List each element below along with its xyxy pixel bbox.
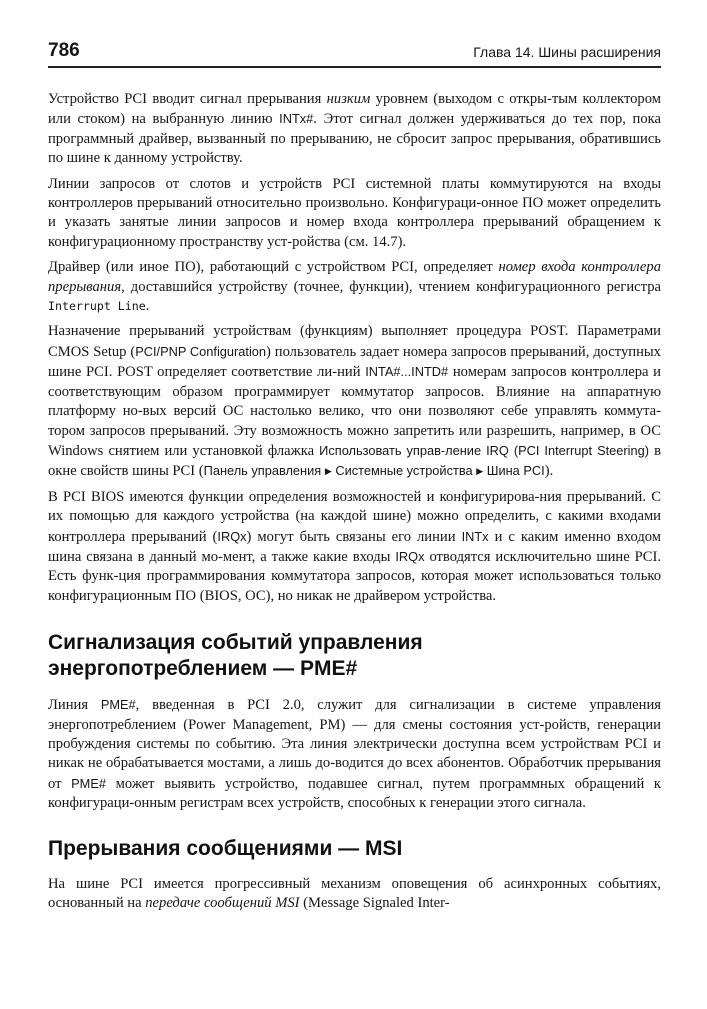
text: может выявить устройство, подавшее сигнал, путем программных обращений к конфигураци-онным регистрам всех устройств, способных к генерации этого сигнала.	[48, 775, 661, 812]
emphasis: передаче сообщений MSI	[145, 895, 300, 911]
text: Линии запросов от слотов и устройств PCI системной платы коммутируются на входы контроллеров прерываний относительно произвольно. Конфигураци-онное ПО может определить и указать занятые линии запросов и номер входа контроллера прерываний обращением к конфигурационному пространству уст-ройства (см. 14.7).	[48, 175, 661, 250]
text: ) могут быть связаны его линии	[246, 528, 462, 545]
checkbox-name: Использовать управ-ление IRQ (PCI Interrupt Steering)	[319, 442, 649, 458]
page-body	[48, 90, 661, 919]
text: номерам запросов контроллера и соответствующим образом программирует коммутатор запросов. Влияние на аппаратную платформу но-вых версий ОС настолько велико, что они позволяют себе управлять коммута-тором запросов прерываний. Эту возможность можно запретить или разрешить, например, в ОС Windows снятием или установкой флажка	[48, 364, 661, 459]
text: ) пользователь задает номера запросов прерываний, доступных шине PCI. POST определяет соответствие ли-ний	[48, 343, 661, 381]
text: . Этот сигнал должен удерживаться до тех пор, пока программный драйвер, вызванный по прерыванию, не сбросит запрос прерывания, обратившись по шине к данному устройству.	[48, 111, 662, 167]
signal-name: IRQx	[217, 528, 247, 544]
text: уровнем (выходом с откры-тым коллектором или стоком) на выбранную линию	[48, 91, 661, 128]
emphasis: низким	[326, 91, 371, 107]
text: отводятся исключительно шине PCI. Есть функ-ция программирования коммутатора запросов, которая может использоваться только конфигурационным ПО (BIOS, ОС), но никак не драйвером устройства.	[48, 548, 661, 604]
paragraph-2	[48, 175, 661, 253]
emphasis: номер входа контроллера прерывания	[48, 259, 661, 295]
menu-arrow-icon: ▶	[324, 466, 332, 477]
signal-name: INTx	[461, 528, 489, 544]
signal-name: PME#	[100, 697, 136, 713]
page-number: 786	[48, 40, 80, 61]
text: , введенная в PCI 2.0, служит для сигнализации в системе управления энергопотреблением (Power Management, PM) — для смены состояния уст-ройств, генерации пробуждения системы по событию. Эта линия электрически доступна всем устройствам PCI и никак не обрабатывается мостами, а лишь до-водится до всех абонентов. Обработчик прерывания от	[48, 697, 661, 792]
text: Драйвер (или иное ПО), работающий с устройством PCI, определяет	[48, 259, 499, 276]
signal-name: INTA#...INTD#	[365, 364, 449, 380]
paragraph-msi	[48, 875, 661, 914]
signal-name: PME#	[71, 775, 106, 791]
text: , доставшийся устройству (точнее, функции), чтением конфигурационного регистра	[121, 278, 661, 295]
paragraph-4	[48, 322, 661, 481]
menu-path-item: Системные устройства	[331, 463, 473, 479]
register-name: Interrupt Line	[48, 299, 146, 314]
text: Устройство PCI вводит сигнал прерывания	[48, 91, 327, 107]
text: В PCI BIOS имеются функции определения возможностей и конфигурирова-ния прерываний. С их помощью для каждого устройства (на каждой шине) можно определить, с какими входами контроллера прерываний (	[48, 488, 661, 545]
paragraph-3	[48, 258, 661, 316]
signal-name: IRQx	[395, 548, 425, 564]
text: Линия	[48, 697, 101, 714]
menu-arrow-icon: ▶	[476, 466, 484, 477]
menu-path-item: Панель управления	[203, 463, 322, 479]
text: (Message Signaled Inter-	[299, 895, 450, 911]
setup-option: PCI/PNP Configuration	[135, 343, 267, 359]
running-head: Глава 14. Шины расширения	[473, 44, 661, 60]
text: в окне свойств шины PCI (	[48, 442, 661, 480]
menu-path-item: Шина PCI	[483, 463, 545, 479]
page-header	[48, 40, 661, 68]
text: .	[145, 298, 150, 315]
text: На шине PCI имеется прогрессивный механизм оповещения об асинхронных событиях, основанный на	[48, 875, 661, 911]
text: и с каким именно входом шина связана в данный мо-мент, а также какие входы	[48, 528, 661, 565]
signal-name: INTx#	[279, 111, 314, 127]
heading-line: Сигнализация событий управления	[48, 631, 423, 655]
paragraph-5	[48, 488, 661, 606]
section-heading-msi: Прерывания сообщениями — MSI	[48, 836, 403, 860]
paragraph-1	[48, 90, 661, 169]
paragraph-pme	[48, 695, 661, 813]
text: ).	[544, 463, 554, 480]
text: Назначение прерываний устройствам (функциям) выполняет процедура POST. Параметрами CMOS Setup (	[48, 323, 661, 360]
section-heading-pme	[48, 630, 661, 682]
heading-line: энергопотреблением — PME#	[48, 657, 358, 681]
